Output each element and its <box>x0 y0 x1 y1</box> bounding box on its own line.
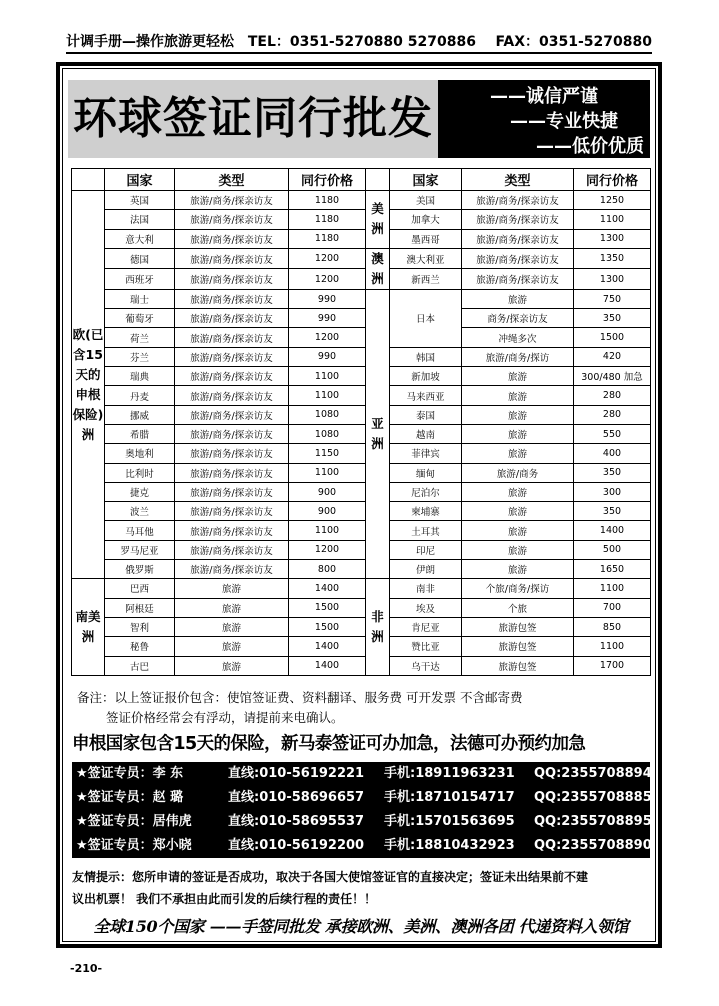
country-cell: 葡萄牙 <box>105 309 175 328</box>
header-phones: TEL：0351-5270880 5270886 <box>247 34 476 50</box>
visa-type-cell: 旅游 <box>462 521 574 540</box>
price-cell: 1400 <box>289 579 366 598</box>
visa-type-cell: 旅游/商务/探亲访友 <box>175 405 289 424</box>
country-cell: 奥地利 <box>105 444 175 463</box>
price-cell: 990 <box>289 347 366 366</box>
contact-direct-line: 直线:010-56192221 <box>228 766 365 781</box>
visa-type-cell: 个旅 <box>462 598 574 617</box>
table-row <box>72 521 651 540</box>
region-label: 亚洲 <box>366 289 390 578</box>
header-fax: FAX：0351-5270880 <box>495 34 652 50</box>
price-cell: 1500 <box>289 617 366 636</box>
visa-type-cell: 商务/探亲访友 <box>462 309 574 328</box>
country-cell: 德国 <box>105 248 175 269</box>
visa-type-cell: 旅游/商务/探亲访友 <box>175 229 289 248</box>
country-cell: 智利 <box>105 617 175 636</box>
visa-type-cell: 旅游/商务/探亲访友 <box>462 191 574 210</box>
visa-type-cell: 旅游 <box>175 656 289 675</box>
table-row <box>72 463 651 482</box>
table-row <box>72 598 651 617</box>
contact-name: ★签证专员：李 东 <box>76 766 184 781</box>
price-cell: 1100 <box>574 637 651 656</box>
table-row <box>72 328 651 347</box>
price-cell: 1100 <box>289 386 366 405</box>
column-header-country: 国家 <box>105 169 175 191</box>
region-header-left <box>72 169 105 191</box>
visa-type-cell: 旅游 <box>462 502 574 521</box>
country-cell: 希腊 <box>105 424 175 443</box>
price-cell: 900 <box>289 482 366 501</box>
country-cell: 英国 <box>105 191 175 210</box>
note-line-2: 签证价格经常会有浮动，请提前来电确认。 <box>106 710 344 725</box>
country-cell: 南非 <box>390 579 462 598</box>
visa-type-cell: 旅游 <box>462 405 574 424</box>
table-row <box>72 269 651 290</box>
country-cell: 乌干达 <box>390 656 462 675</box>
visa-type-cell: 旅游/商务/探亲访友 <box>175 289 289 308</box>
table-row <box>72 347 651 366</box>
footer-slogan: 全球150个国家 ——手签同批发 承接欧洲、美洲、澳洲各团 代递资料入领馆 <box>93 917 629 936</box>
country-cell: 捷克 <box>105 482 175 501</box>
header-contacts <box>248 32 652 52</box>
contact-name: ★签证专员：赵 璐 <box>76 790 184 805</box>
visa-type-cell: 旅游/商务/探亲访友 <box>175 482 289 501</box>
country-cell: 巴西 <box>105 579 175 598</box>
price-cell: 750 <box>574 289 651 308</box>
country-cell: 越南 <box>390 424 462 443</box>
contact-row <box>72 786 650 810</box>
country-cell: 古巴 <box>105 656 175 675</box>
country-cell: 秘鲁 <box>105 637 175 656</box>
visa-type-cell: 旅游/商务/探亲访友 <box>175 463 289 482</box>
price-cell: 1200 <box>289 248 366 269</box>
visa-type-cell: 旅游 <box>462 367 574 386</box>
price-cell: 350 <box>574 309 651 328</box>
visa-type-cell: 旅游 <box>462 289 574 308</box>
table-row <box>72 210 651 229</box>
visa-type-cell: 旅游/商务/探亲访友 <box>175 248 289 269</box>
banner <box>68 80 650 158</box>
region-label: 南美洲 <box>72 579 105 675</box>
country-cell: 埃及 <box>390 598 462 617</box>
banner-slogan-1: ——诚信严谨 <box>490 86 598 107</box>
price-cell: 300/480 加急 <box>574 367 651 386</box>
price-cell: 1200 <box>289 269 366 290</box>
price-cell: 1100 <box>574 210 651 229</box>
price-cell: 850 <box>574 617 651 636</box>
visa-type-cell: 旅游/商务/探亲访友 <box>175 191 289 210</box>
visa-type-cell: 旅游/商务/探亲访友 <box>175 347 289 366</box>
visa-type-cell: 旅游 <box>462 424 574 443</box>
country-cell: 墨西哥 <box>390 229 462 248</box>
banner-slogan-2: ——专业快捷 <box>510 111 618 132</box>
region-label: 澳洲 <box>366 248 390 289</box>
table-row <box>72 191 651 210</box>
contact-panel <box>72 762 650 858</box>
contact-row <box>72 810 650 834</box>
price-cell: 1100 <box>289 521 366 540</box>
table-row <box>72 617 651 636</box>
price-cell: 1650 <box>574 560 651 579</box>
contact-mobile: 手机:15701563695 <box>384 814 515 829</box>
table-row <box>72 248 651 269</box>
visa-type-cell: 旅游/商务/探亲访友 <box>175 210 289 229</box>
visa-type-cell: 旅游/商务/探亲访友 <box>175 386 289 405</box>
country-cell: 尼泊尔 <box>390 482 462 501</box>
visa-type-cell: 旅游包签 <box>462 656 574 675</box>
price-cell: 1700 <box>574 656 651 675</box>
price-cell: 1200 <box>289 540 366 559</box>
price-cell: 800 <box>289 560 366 579</box>
visa-price-table <box>71 168 651 676</box>
country-cell: 阿根廷 <box>105 598 175 617</box>
country-cell: 肯尼亚 <box>390 617 462 636</box>
region-label: 非洲 <box>366 579 390 675</box>
visa-type-cell: 旅游/商务/探亲访友 <box>175 328 289 347</box>
banner-slogan-3: ——低价优质 <box>536 136 644 157</box>
price-cell: 1100 <box>289 463 366 482</box>
table-row <box>72 229 651 248</box>
country-cell: 印尼 <box>390 540 462 559</box>
column-header-price: 同行价格 <box>574 169 651 191</box>
price-cell: 1180 <box>289 210 366 229</box>
price-cell: 1300 <box>574 229 651 248</box>
price-cell: 420 <box>574 347 651 366</box>
visa-type-cell: 旅游 <box>462 560 574 579</box>
country-cell: 土耳其 <box>390 521 462 540</box>
table-row <box>72 482 651 501</box>
country-cell: 马来西亚 <box>390 386 462 405</box>
price-cell: 990 <box>289 309 366 328</box>
country-cell: 马耳他 <box>105 521 175 540</box>
country-cell: 赞比亚 <box>390 637 462 656</box>
contact-qq: QQ:2355708890 <box>534 838 652 853</box>
visa-price-table-body <box>72 169 651 676</box>
table-row <box>72 560 651 579</box>
visa-type-cell: 旅游 <box>462 386 574 405</box>
visa-type-cell: 个旅/商务/探访 <box>462 579 574 598</box>
contact-qq: QQ:2355708894 <box>534 766 652 781</box>
price-cell: 1400 <box>289 637 366 656</box>
visa-type-cell: 旅游/商务/探亲访友 <box>462 229 574 248</box>
country-cell: 泰国 <box>390 405 462 424</box>
column-header-type: 类型 <box>175 169 289 191</box>
country-cell: 日本 <box>390 289 462 347</box>
tip-line-1: 友情提示：您所申请的签证是否成功，取决于各国大使馆签证官的直接决定；签证未出结果前不建 <box>72 870 589 884</box>
country-cell: 波兰 <box>105 502 175 521</box>
header-left: 计调手册—操作旅游更轻松 <box>66 34 234 50</box>
table-header-row <box>72 169 651 191</box>
contact-qq: QQ:2355708895 <box>534 814 652 829</box>
price-cell: 1150 <box>289 444 366 463</box>
visa-type-cell: 旅游/商务/探亲访友 <box>175 521 289 540</box>
table-row <box>72 405 651 424</box>
visa-type-cell: 旅游 <box>175 637 289 656</box>
visa-type-cell: 旅游/商务/探访 <box>462 347 574 366</box>
price-cell: 1080 <box>289 424 366 443</box>
price-cell: 1250 <box>574 191 651 210</box>
visa-type-cell: 旅游 <box>175 579 289 598</box>
price-cell: 1400 <box>574 521 651 540</box>
visa-type-cell: 旅游包签 <box>462 637 574 656</box>
country-cell: 挪威 <box>105 405 175 424</box>
table-row <box>72 637 651 656</box>
visa-type-cell: 旅游/商务/探亲访友 <box>175 309 289 328</box>
banner-title: 环球签证同行批发 <box>68 80 438 158</box>
table-row <box>72 540 651 559</box>
price-cell: 1350 <box>574 248 651 269</box>
country-cell: 韩国 <box>390 347 462 366</box>
country-cell: 新西兰 <box>390 269 462 290</box>
price-cell: 900 <box>289 502 366 521</box>
tip-line-2: 议出机票！ 我们不承担由此而引发的后续行程的责任！！ <box>72 892 377 906</box>
country-cell: 瑞典 <box>105 367 175 386</box>
country-cell: 芬兰 <box>105 347 175 366</box>
price-cell: 280 <box>574 405 651 424</box>
price-cell: 1300 <box>574 269 651 290</box>
contact-name: ★签证专员：居伟虎 <box>76 814 192 829</box>
visa-type-cell: 旅游/商务/探亲访友 <box>175 424 289 443</box>
visa-type-cell: 旅游 <box>175 598 289 617</box>
price-cell: 400 <box>574 444 651 463</box>
table-row <box>72 444 651 463</box>
price-cell: 1100 <box>574 579 651 598</box>
visa-type-cell: 旅游 <box>462 540 574 559</box>
country-cell: 意大利 <box>105 229 175 248</box>
contact-qq: QQ:2355708885 <box>534 790 652 805</box>
page-header <box>66 32 652 54</box>
contact-row <box>72 762 650 786</box>
contact-direct-line: 直线:010-58696657 <box>228 790 365 805</box>
price-cell: 700 <box>574 598 651 617</box>
price-cell: 990 <box>289 289 366 308</box>
price-cell: 550 <box>574 424 651 443</box>
contact-mobile: 手机:18710154717 <box>384 790 515 805</box>
contact-name: ★签证专员：郑小晓 <box>76 838 192 853</box>
column-header-country: 国家 <box>390 169 462 191</box>
price-cell: 1400 <box>289 656 366 675</box>
region-label: 欧(已含15天的申根保险)洲 <box>72 191 105 579</box>
country-cell: 荷兰 <box>105 328 175 347</box>
contact-mobile: 手机:18810432923 <box>384 838 515 853</box>
price-cell: 1500 <box>289 598 366 617</box>
price-cell: 1200 <box>289 328 366 347</box>
visa-type-cell: 冲绳多次 <box>462 328 574 347</box>
country-cell: 美国 <box>390 191 462 210</box>
table-row <box>72 367 651 386</box>
visa-type-cell: 旅游 <box>175 617 289 636</box>
visa-type-cell: 旅游 <box>462 482 574 501</box>
visa-type-cell: 旅游/商务/探亲访友 <box>462 269 574 290</box>
visa-type-cell: 旅游/商务/探亲访友 <box>175 540 289 559</box>
country-cell: 澳大利亚 <box>390 248 462 269</box>
country-cell: 西班牙 <box>105 269 175 290</box>
region-label: 美洲 <box>366 191 390 249</box>
price-cell: 500 <box>574 540 651 559</box>
table-row <box>72 656 651 675</box>
price-cell: 300 <box>574 482 651 501</box>
country-cell: 丹麦 <box>105 386 175 405</box>
price-cell: 1100 <box>289 367 366 386</box>
table-row <box>72 424 651 443</box>
table-row <box>72 502 651 521</box>
price-cell: 350 <box>574 502 651 521</box>
country-cell: 新加坡 <box>390 367 462 386</box>
note-line-1: 备注：以上签证报价包含：使馆签证费、资料翻译、服务费 可开发票 不含邮寄费 <box>77 690 523 705</box>
country-cell: 瑞士 <box>105 289 175 308</box>
country-cell: 俄罗斯 <box>105 560 175 579</box>
country-cell: 法国 <box>105 210 175 229</box>
price-cell: 1180 <box>289 229 366 248</box>
country-cell: 柬埔寨 <box>390 502 462 521</box>
column-header-price: 同行价格 <box>289 169 366 191</box>
visa-type-cell: 旅游/商务/探亲访友 <box>175 502 289 521</box>
visa-type-cell: 旅游 <box>462 444 574 463</box>
country-cell: 伊朗 <box>390 560 462 579</box>
price-cell: 1080 <box>289 405 366 424</box>
price-cell: 280 <box>574 386 651 405</box>
visa-type-cell: 旅游/商务/探亲访友 <box>462 210 574 229</box>
table-row <box>72 579 651 598</box>
banner-slogans <box>438 80 650 158</box>
table-row <box>72 386 651 405</box>
column-header-type: 类型 <box>462 169 574 191</box>
contact-row <box>72 834 650 858</box>
country-cell: 缅甸 <box>390 463 462 482</box>
contact-mobile: 手机:18911963231 <box>384 766 515 781</box>
contact-direct-line: 直线:010-56192200 <box>228 838 365 853</box>
headline: 申根国家包含15天的保险，新马泰签证可办加急，法德可办预约加急 <box>72 734 586 754</box>
visa-type-cell: 旅游/商务/探亲访友 <box>175 367 289 386</box>
contact-direct-line: 直线:010-58695537 <box>228 814 365 829</box>
table-row <box>72 309 651 328</box>
visa-type-cell: 旅游/商务/探亲访友 <box>175 560 289 579</box>
country-cell: 加拿大 <box>390 210 462 229</box>
page-number: -210- <box>70 962 103 975</box>
country-cell: 罗马尼亚 <box>105 540 175 559</box>
visa-type-cell: 旅游/商务/探亲访友 <box>175 444 289 463</box>
visa-type-cell: 旅游/商务 <box>462 463 574 482</box>
region-header-right <box>366 169 390 191</box>
price-cell: 1500 <box>574 328 651 347</box>
table-row <box>72 289 651 308</box>
visa-type-cell: 旅游/商务/探亲访友 <box>462 248 574 269</box>
visa-type-cell: 旅游包签 <box>462 617 574 636</box>
price-cell: 1180 <box>289 191 366 210</box>
country-cell: 菲律宾 <box>390 444 462 463</box>
price-cell: 350 <box>574 463 651 482</box>
country-cell: 比利时 <box>105 463 175 482</box>
visa-type-cell: 旅游/商务/探亲访友 <box>175 269 289 290</box>
